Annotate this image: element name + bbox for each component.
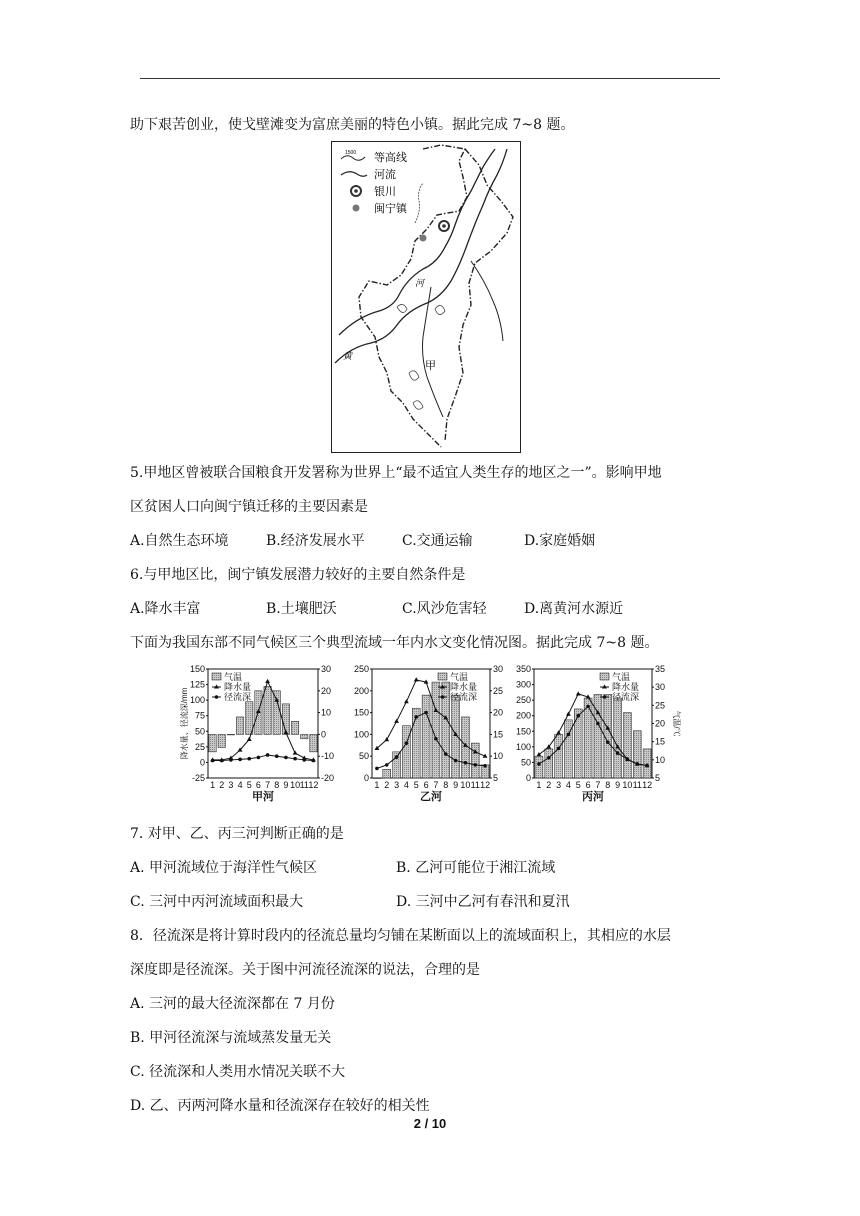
x-tick-label: 2 [546,780,552,790]
legend-runoff: 径流深 [450,692,478,702]
q5-option-b: B.经济发展水平 [266,533,365,549]
temperature-bar [373,778,381,779]
runoff-point [464,761,468,765]
x-tick-label: 10 [290,780,301,790]
x-tick-label: 2 [219,780,225,790]
x-tick-label: 11 [632,780,642,790]
x-tick-label: 8 [605,780,611,790]
precipitation-point [556,730,561,734]
y-axis-label: 气温/℃ [672,710,681,737]
legend-runoff-marker [441,695,445,699]
precipitation-point [293,750,298,754]
precipitation-point [566,712,571,716]
temperature-bar [471,743,479,778]
left-tick-label: 25 [194,741,205,752]
left-tick-label: 50 [520,757,531,768]
x-tick-label: 1 [374,780,380,790]
runoff-point [312,759,316,763]
temperature-bar [623,713,631,778]
legend-temperature: 气温 [612,672,631,682]
precipitation-point [384,737,389,741]
runoff-point [645,764,649,768]
legend-temperature-swatch [600,673,609,680]
label-he: 河 [415,278,425,288]
left-tick-label: 200 [515,710,531,721]
x-tick-label: 5 [575,780,581,790]
right-tick-label: 10 [655,754,666,765]
x-tick-label: 11 [470,780,480,790]
q8-option-a: A. 三河的最大径流深都在 7 月份 [130,996,335,1012]
runoff-point [284,756,288,760]
runoff-point [375,767,379,771]
q7-option-a: A. 甲河流域位于海洋性气候区 [130,860,318,876]
legend-contour: 等高线 [374,152,407,164]
x-tick-label: 4 [403,780,409,790]
precipitation-point [576,691,581,695]
runoff-point [395,755,399,759]
temperature-bar [282,704,289,735]
runoff-point [537,762,541,766]
river-name: 丙河 [582,791,604,803]
x-tick-label: 10 [622,780,633,790]
temperature-bar [452,695,460,778]
q6-stem: 6.与甲地区比，闽宁镇发展潜力较好的主要自然条件是 [130,567,466,583]
runoff-point [424,711,428,715]
x-tick-label: 10 [460,780,471,790]
left-tick-label: 50 [358,751,369,762]
header-rule [140,78,720,79]
left-tick-label: 100 [189,695,205,706]
temperature-bar [301,734,308,738]
runoff-point [626,758,630,762]
x-tick-label: 6 [423,780,429,790]
left-tick-label: 250 [353,664,369,674]
left-tick-label: 300 [515,679,531,690]
right-tick-label: 25 [493,685,504,696]
runoff-point [586,705,590,709]
temperature-bar [555,734,563,778]
x-tick-label: 12 [480,780,491,790]
right-tick-label: 25 [655,700,666,711]
map-figure [331,141,521,453]
minning-marker [420,235,427,242]
q5-option-c: C.交通运输 [402,533,473,549]
temperature-bar [291,721,298,734]
left-tick-label: 0 [363,773,369,783]
x-tick-label: 9 [453,780,459,790]
runoff-point [229,758,233,762]
label-huang: 黄 [343,351,353,361]
temperature-bar [236,717,243,734]
left-tick-label: 0 [199,757,205,768]
x-tick-label: 11 [299,780,309,790]
x-tick-label: 4 [565,780,571,790]
legend-temperature: 气温 [224,672,243,682]
temperature-bar [264,686,271,734]
right-tick-label: 20 [655,718,666,729]
runoff-line [213,755,314,761]
legend-precipitation: 降水量 [224,682,252,692]
right-tick-label: 35 [655,664,666,674]
right-tick-label: 10 [321,707,332,718]
left-tick-label: 250 [515,695,531,706]
runoff-point [635,762,639,766]
y-axis-label: 降水量、径流深/mm [180,687,189,760]
x-tick-label: 5 [246,780,252,790]
x-tick-label: 9 [615,780,621,790]
runoff-point [385,763,389,767]
legend-temperature-swatch [212,673,221,680]
left-tick-label: 75 [194,710,205,721]
x-tick-label: 3 [228,780,234,790]
left-tick-label: 150 [189,664,205,674]
legend-yinchuan: 银川 [374,186,396,198]
left-tick-label: 0 [525,773,531,783]
left-tick-label: 100 [353,729,369,740]
legend-runoff-marker [603,695,607,699]
x-tick-label: 12 [308,780,319,790]
right-tick-label: 10 [493,751,504,762]
left-tick-label: 50 [194,726,205,737]
x-tick-label: 5 [413,780,419,790]
runoff-point [557,747,561,751]
right-tick-label: 5 [493,773,499,783]
temperature-bar [633,731,641,778]
runoff-point [596,722,600,726]
runoff-point [434,737,438,741]
precipitation-point [404,699,409,703]
section-intro: 下面为我国东部不同气候区三个典型流域一年内水文变化情况图。据此完成 7~8 题。 [130,635,659,651]
q8-stem-line2: 深度即是径流深。关于图中河流径流深的说法，合理的是 [130,962,480,978]
x-tick-label: 8 [274,780,280,790]
right-tick-label: 30 [321,664,332,674]
runoff-point [266,753,270,757]
river-name: 甲河 [252,791,274,803]
temperature-bar [584,698,592,778]
runoff-point [275,754,279,758]
legend-minning: 闽宁镇 [374,203,407,215]
right-tick-label: -10 [321,751,335,762]
runoff-point [454,759,458,763]
precipitation-point [394,719,399,723]
x-tick-label: 7 [595,780,601,790]
x-tick-label: 1 [536,780,542,790]
left-tick-label: 150 [353,707,369,718]
temperature-bar [545,749,553,778]
q7-option-d: D. 三河中乙河有春汛和夏汛 [396,894,570,910]
precipitation-point [265,679,270,683]
x-tick-label: 6 [255,780,261,790]
temperature-bar [227,734,234,735]
temperature-bar [218,734,225,747]
q6-option-b: B.土壤肥沃 [266,601,337,617]
legend-precipitation: 降水量 [612,682,640,692]
x-tick-label: 3 [394,780,400,790]
runoff-point [576,714,580,718]
legend-runoff: 径流深 [612,692,640,702]
temperature-bar [310,734,317,751]
right-tick-label: 30 [655,682,666,693]
q8-option-d: D. 乙、丙两河降水量和径流深存在较好的相关性 [130,1098,430,1114]
runoff-point [302,758,306,762]
chart-bing-river [512,663,684,805]
temperature-bar [574,709,582,778]
runoff-point [238,758,242,762]
right-tick-label: 5 [655,773,661,783]
runoff-point [444,752,448,756]
left-tick-label: 200 [353,685,369,696]
x-tick-label: 2 [384,780,390,790]
q5-stem-line1: 5.甲地区曾被联合国粮食开发署称为世界上“最不适宜人类生存的地区之一”。影响甲地 [130,465,662,481]
q8-option-c: C. 径流深和人类用水情况关联不大 [130,1064,346,1080]
left-tick-label: 350 [515,664,531,674]
right-tick-label: -20 [321,773,335,783]
x-tick-label: 4 [237,780,243,790]
q8-option-b: B. 甲河径流深与流域蒸发量无关 [130,1030,332,1046]
runoff-point [414,715,418,719]
right-tick-label: 15 [493,729,504,740]
right-tick-label: 0 [321,729,327,740]
q5-option-d: D.家庭婚姻 [524,533,596,549]
runoff-point [616,751,620,755]
x-tick-label: 6 [585,780,591,790]
legend-runoff-marker [215,695,219,699]
runoff-point [606,740,610,744]
q7-stem: 7. 对甲、乙、丙三河判断正确的是 [130,826,344,842]
temperature-bar [209,734,216,751]
q6-option-a: A.降水丰富 [130,601,201,617]
legend-precipitation: 降水量 [450,682,478,692]
x-tick-label: 7 [265,780,271,790]
runoff-point [483,764,487,768]
legend-temperature-swatch [438,673,447,680]
right-tick-label: 20 [493,707,504,718]
chart-yi-river [350,663,510,805]
legend-runoff: 径流深 [224,692,252,702]
temperature-bar [614,698,622,778]
runoff-point [567,733,571,737]
right-tick-label: 30 [493,664,504,674]
temperature-bar [422,695,430,778]
x-tick-label: 7 [433,780,439,790]
right-tick-label: 15 [655,736,666,747]
x-tick-label: 12 [642,780,653,790]
legend-temperature: 气温 [450,672,469,682]
temperature-bar [383,769,391,778]
temperature-bar [246,702,253,735]
precipitation-point [247,737,252,741]
right-tick-label: 20 [321,685,332,696]
precipitation-point [414,677,419,681]
runoff-point [473,763,477,767]
x-tick-label: 3 [556,780,562,790]
left-tick-label: -25 [191,773,205,783]
left-tick-label: 100 [515,741,531,752]
q6-option-d: D.离黄河水源近 [524,601,624,617]
runoff-point [293,757,297,761]
q5-stem-line2: 区贫困人口向闽宁镇迁移的主要因素是 [130,499,368,515]
q6-option-c: C.风沙危害轻 [402,601,487,617]
temperature-bar [273,691,280,735]
temperature-bar [402,726,410,778]
precipitation-point [537,752,542,756]
page-number: 2 / 10 [413,1116,447,1131]
left-tick-label: 150 [515,726,531,737]
legend-river: 河流 [374,169,396,181]
q5-option-a: A.自然生态环境 [130,533,229,549]
runoff-point [211,759,215,763]
temperature-bar [535,756,543,778]
runoff-point [405,741,409,745]
label-jia: 甲 [425,360,436,372]
temperature-bar [594,694,602,778]
runoff-point [547,756,551,760]
x-tick-label: 9 [283,780,289,790]
intro-line: 助下艰苦创业，使戈壁滩变为富庶美丽的特色小镇。据此完成 7~8 题。 [130,117,575,133]
minning-symbol [353,205,360,212]
runoff-point [247,757,251,761]
q7-option-b: B. 乙河可能位于湘江流域 [396,860,556,876]
q7-option-c: C. 三河中丙河流域面积最大 [130,894,304,910]
contour-legend-number: 1500 [345,150,357,156]
chart-jia-river [178,663,350,805]
river-name: 乙河 [420,791,442,803]
runoff-point [257,756,261,760]
left-tick-label: 125 [189,679,205,690]
q8-stem-line1: 8．径流深是将计算时段内的径流总量均匀铺在某断面以上的流域面积上，其相应的水层 [130,928,671,944]
runoff-point [220,759,224,763]
x-tick-label: 1 [210,780,216,790]
x-tick-label: 8 [443,780,449,790]
